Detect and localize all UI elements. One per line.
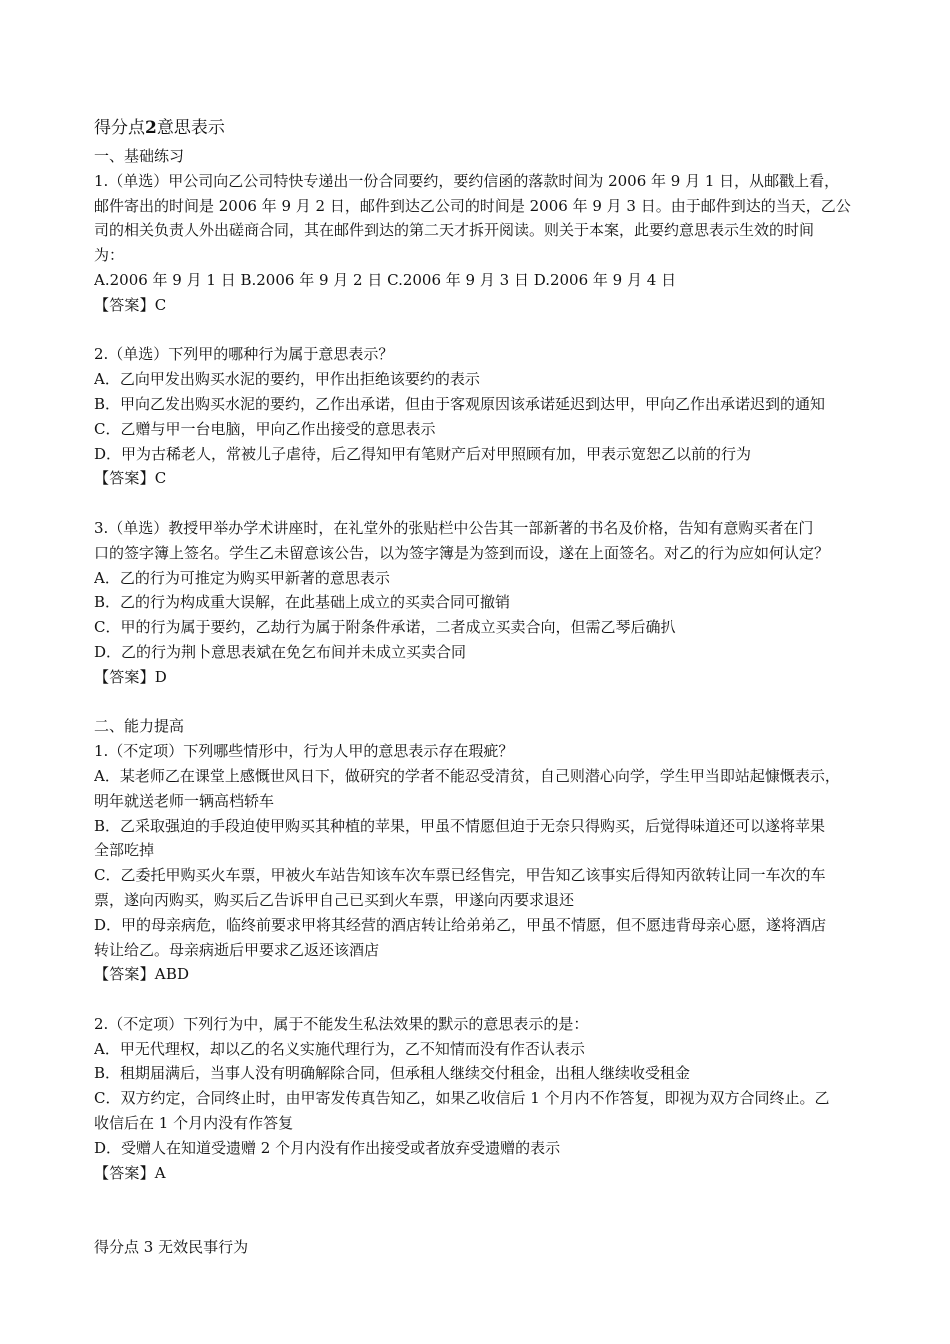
option-a: A．甲无代理权，却以乙的名义实施代理行为，乙不知情而没有作否认表示: [94, 1039, 585, 1058]
question-options-line: A.2006 年 9 月 1 日 B.2006 年 9 月 2 日 C.2006 年 9 月 3 日 D.2006 年 9 月 4 日: [94, 270, 677, 289]
spacer: [94, 987, 894, 1012]
option-c: C．乙赠与甲一台电脑，甲向乙作出接受的意思表示: [94, 419, 436, 438]
question-2-2: [94, 1012, 894, 1186]
option-c-line-1: C．乙委托甲购买火车票，甲被火车站告知该车次车票已经售完，甲告知乙该事实后得知丙欲转让同一车次的车: [94, 866, 826, 885]
answer-label: 【答案】A: [94, 1163, 166, 1182]
option-a: A．乙向甲发出购买水泥的要约，甲作出拒绝该要约的表示: [94, 370, 480, 389]
question-stem-line: 口的签字簿上签名。学生乙未留意该公告，以为签字簿是为签到而设，遂在上面签名。对乙的行为应如何认定？: [94, 543, 830, 562]
question-stem-line: 2.（单选）下列甲的哪种行为属于意思表示？: [94, 345, 394, 364]
question-1-1: [94, 169, 894, 318]
option-b: B．乙的行为构成重大误解，在此基础上成立的买卖合同可撤销: [94, 593, 511, 612]
option-b-line-1: B．乙采取强迫的手段迫使甲购买其种植的苹果，甲虽不情愿但迫于无奈只得购买，后觉得味道还可以遂将苹果: [94, 816, 826, 835]
score-point-2-heading: [94, 114, 894, 142]
option-d: D．甲为古稀老人，常被儿子虐待，后乙得知甲有笔财产后对甲照顾有加，甲表示宽恕乙以前的行为: [94, 444, 752, 463]
score-point-3-heading: 得分点 3 无效民事行为: [94, 1238, 249, 1257]
answer-label: 【答案】C: [94, 469, 167, 488]
option-c: C．甲的行为属于要约，乙劫行为属于附条件承诺，二者成立买卖合向，但需乙琴后确扒: [94, 618, 676, 637]
question-1-2: [94, 342, 894, 491]
option-d-line-2: 转让给乙。母亲病逝后甲要求乙返还该酒店: [94, 940, 380, 959]
option-d-line-1: D．甲的母亲病危，临终前要求甲将其经营的酒店转让给弟弟乙，甲虽不情愿，但不愿违背母亲心愿，遂将酒店: [94, 915, 827, 934]
option-d: D．乙的行为荆卜意思表斌在免乞布间并未成立买卖合同: [94, 642, 467, 661]
option-c-line-2: 票，遂向丙购买，购买后乙告诉甲自己已买到火车票，甲遂向丙要求退还: [94, 890, 575, 909]
option-b: B．甲向乙发出购买水泥的要约，乙作出承诺，但由于客观原因该承诺延迟到达甲，甲向乙作出承诺迟到的通知: [94, 394, 826, 413]
option-d: D．受赠人在知道受遗赠 2 个月内没有作出接受或者放弃受遗赠的表示: [94, 1138, 561, 1157]
option-a-line-2: 明年就送老师一辆高档轿车: [94, 791, 275, 810]
score-point-title: 意思表示: [156, 118, 225, 138]
spacer: [94, 1210, 894, 1235]
option-b: B．租期届满后，当事人没有明确解除合同，但承租人继续交付租金，出租人继续收受租金: [94, 1064, 691, 1083]
option-a: A．乙的行为可推定为购买甲新著的意思表示: [94, 568, 390, 587]
score-point-prefix: 得分点: [94, 118, 145, 138]
question-stem-line: 为：: [94, 246, 125, 265]
option-c-line-2: 收信后在 1 个月内没有作答复: [94, 1114, 294, 1133]
question-stem-line: 1.（单选）甲公司向乙公司特快专递出一份合同要约，要约信函的落款时间为 2006 年 9 月 1 日，从邮戳上看，: [94, 171, 840, 190]
question-2-1: [94, 739, 894, 987]
spacer: [94, 318, 894, 343]
question-stem-line: 司的相关负责人外出磋商合同，其在邮件到达的第二天才拆开阅读。则关于本案，此要约意思表示生效的时间: [94, 221, 815, 240]
spacer: [94, 1185, 894, 1210]
question-stem-line: 2.（不定项）下列行为中，属于不能发生私法效果的默示的意思表示的是：: [94, 1014, 589, 1033]
answer-label: 【答案】ABD: [94, 965, 190, 984]
spacer: [94, 491, 894, 516]
question-stem-line: 邮件寄出的时间是 2006 年 9 月 2 日，邮件到达乙公司的时间是 2006 年 9 月 3 日。由于邮件到达的当天，乙公: [94, 196, 851, 215]
spacer: [94, 690, 894, 715]
section-1-title: 一、基础练习: [94, 147, 185, 165]
document-page: [94, 114, 894, 1260]
option-c-line-1: C．双方约定，合同终止时，由甲寄发传真告知乙，如果乙收信后 1 个月内不作答复，即视为双方合同终止。乙: [94, 1089, 830, 1108]
question-stem-line: 1.（不定项）下列哪些情形中，行为人甲的意思表示存在瑕疵？: [94, 742, 514, 761]
question-stem-line: 3.（单选）教授甲举办学术讲座时，在礼堂外的张贴栏中公告其一部新著的书名及价格，告知有意购买者在门: [94, 518, 814, 537]
answer-label: 【答案】D: [94, 667, 168, 686]
section-2-title: 二、能力提高: [94, 717, 185, 736]
option-a-line-1: A．某老师乙在课堂上感慨世风日下，做研究的学者不能忍受清贫，自己则潜心向学，学生甲当即站起慷慨表示，: [94, 766, 840, 785]
option-b-line-2: 全部吃掉: [94, 841, 155, 860]
score-point-number: 2: [145, 118, 157, 138]
question-1-3: [94, 516, 894, 690]
answer-label: 【答案】C: [94, 295, 167, 314]
